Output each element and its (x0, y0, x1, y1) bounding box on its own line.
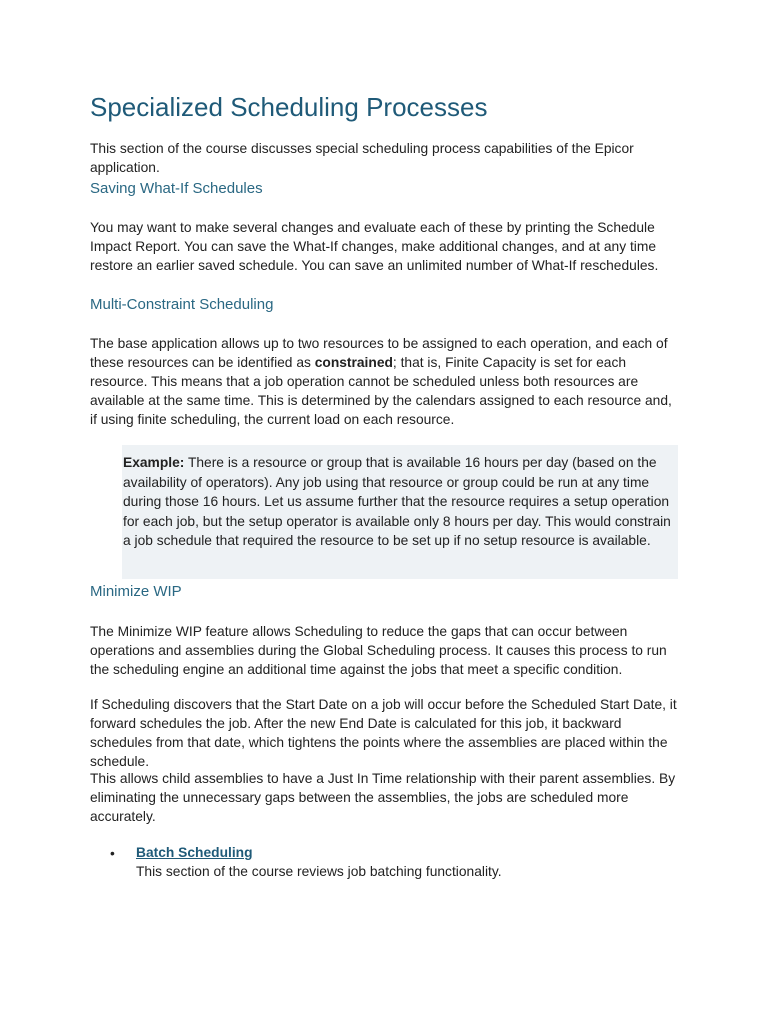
batch-scheduling-link[interactable]: Batch Scheduling (136, 845, 253, 860)
related-topics-list (110, 843, 690, 881)
intro-paragraph: This section of the course discusses special scheduling process capabilities of the Epicor application. (90, 141, 634, 175)
example-body: There is a resource or group that is available 16 hours per day (based on the availability of operators). Any job using that resource or group could be run at any time during those 16 hours. Let us assume further that the resource requires a setup operation for each job, but the setup operator is available only 8 hours per day. This would constrain a job schedule that required the resource to be set up if no setup resource is available. (123, 455, 671, 548)
multi-text-post: ; that is, Finite Capacity is set for each resource. This means that a job operation cannot be scheduled unless both resources are available at the same time. This is determined by the calendars assigned to each resource and, if using finite scheduling, the current load on each resource. (90, 355, 672, 427)
example-text (122, 445, 678, 551)
example-label: Example: (123, 455, 185, 470)
multi-text-pre: The base application allows up to two resources to be assigned to each operation, and each of these resources can be identified as (90, 336, 668, 370)
constrained-term: constrained (314, 355, 393, 370)
bullet-icon: • (110, 846, 115, 861)
page-title: Specialized Scheduling Processes (90, 92, 488, 122)
heading-minimize-wip: Minimize WIP (90, 583, 182, 600)
what-if-paragraph: You may want to make several changes and evaluate each of these by printing the Schedule Impact Report. You can save the What-If changes, make additional changes, and at any time restore an earlier saved schedule. You can save an unlimited number of What-If reschedules. (90, 220, 659, 273)
list-item (110, 843, 690, 881)
wip-paragraph-1: The Minimize WIP feature allows Scheduling to reduce the gaps that can occur between operations and assemblies during the Global Scheduling process. It causes this process to run the scheduling engine an additional time against the jobs that meet a specific condition. (90, 624, 667, 677)
wip-paragraph-2: If Scheduling discovers that the Start Date on a job will occur before the Scheduled Start Date, it forward schedules the job. After the new End Date is calculated for this job, it backward schedules from that date, which tightens the points where the assemblies are placed within the schedule. (90, 697, 677, 769)
example-callout (122, 445, 678, 579)
wip-paragraph-3: This allows child assemblies to have a Just In Time relationship with their parent assemblies. By eliminating the unnecessary gaps between the assemblies, the jobs are scheduled more accurately. (90, 771, 676, 824)
batch-scheduling-description: This section of the course reviews job batching functionality. (136, 864, 502, 879)
heading-multi-constraint: Multi-Constraint Scheduling (90, 296, 274, 313)
multi-constraint-paragraph (90, 334, 682, 429)
heading-saving-what-if: Saving What-If Schedules (90, 180, 263, 197)
